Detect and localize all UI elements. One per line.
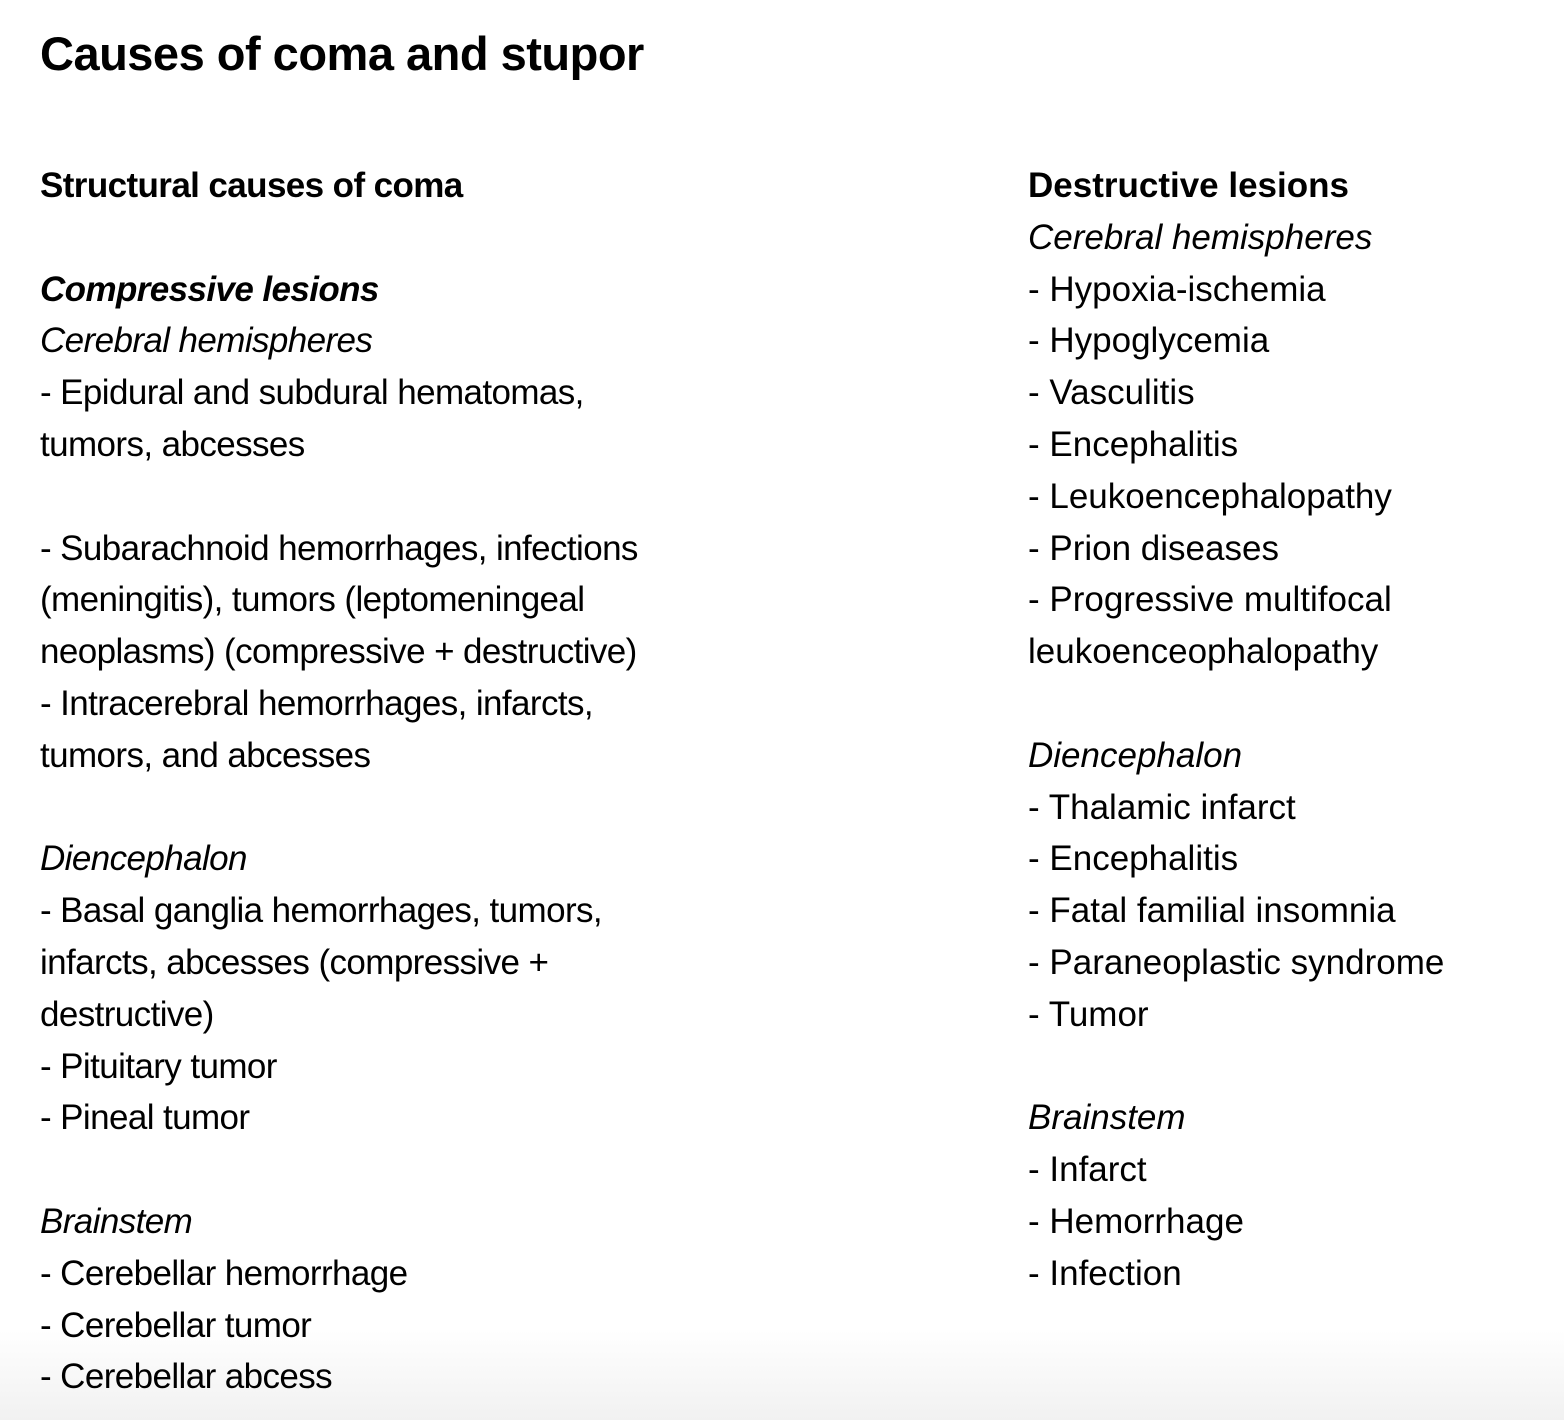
list-item xyxy=(1028,1144,1548,1196)
section-label: Cerebral hemispheres xyxy=(1028,217,1373,257)
compressive-lesions-heading: Compressive lesions xyxy=(40,269,379,309)
section-label: Cerebral hemispheres xyxy=(40,321,373,361)
list-item-line: - Pituitary tumor xyxy=(40,1046,277,1086)
destructive-brainstem-section xyxy=(1028,1092,1548,1299)
list-item-line: leukoenceophalopathy xyxy=(1028,632,1379,672)
list-item xyxy=(1028,833,1548,885)
list-item xyxy=(40,1351,760,1403)
list-item xyxy=(1028,989,1548,1041)
list-item-line: - Intracerebral hemorrhages, infarcts, xyxy=(40,683,593,723)
list-item-line: - Encephalitis xyxy=(1028,424,1239,464)
list-item xyxy=(40,678,760,782)
list-item xyxy=(1028,315,1548,367)
list-item-line: - Cerebellar abcess xyxy=(40,1357,333,1397)
list-item xyxy=(1028,367,1548,419)
compressive-diencephalon-section xyxy=(40,833,760,1144)
page-title: Causes of coma and stupor xyxy=(40,27,644,80)
list-item-line: - Thalamic infarct xyxy=(1028,787,1296,827)
list-item xyxy=(1028,885,1548,937)
list-item xyxy=(40,1041,760,1093)
list-item xyxy=(1028,523,1548,575)
compressive-cerebral-hemispheres-section xyxy=(40,315,760,781)
list-item-line: destructive) xyxy=(40,994,214,1034)
list-item-line: - Infection xyxy=(1028,1253,1182,1293)
list-item-line: - Basal ganglia hemorrhages, tumors, xyxy=(40,891,603,931)
spacer xyxy=(40,212,760,264)
section-label: Brainstem xyxy=(40,1201,193,1241)
list-item-line: - Fatal familial insomnia xyxy=(1028,891,1396,931)
list-item-line: - Progressive multifocal xyxy=(1028,580,1392,620)
spacer xyxy=(1028,678,1548,730)
destructive-diencephalon-section xyxy=(1028,730,1548,1041)
list-item xyxy=(1028,1248,1548,1300)
list-item-line: - Cerebellar tumor xyxy=(40,1305,312,1345)
list-item-line: - Hemorrhage xyxy=(1028,1201,1244,1241)
list-item-line: tumors, and abcesses xyxy=(40,735,371,775)
list-item xyxy=(1028,937,1548,989)
list-item-line: - Epidural and subdural hematomas, xyxy=(40,373,584,413)
section-label: Diencephalon xyxy=(40,839,247,879)
list-item xyxy=(1028,782,1548,834)
list-item-line: tumors, abcesses xyxy=(40,424,305,464)
list-item-line: - Subarachnoid hemorrhages, infections xyxy=(40,528,638,568)
list-item xyxy=(40,367,760,471)
list-item-line: - Paraneoplastic syndrome xyxy=(1028,942,1445,982)
spacer xyxy=(40,782,760,834)
list-item-line: infarcts, abcesses (compressive + xyxy=(40,942,549,982)
list-item xyxy=(1028,419,1548,471)
list-item xyxy=(40,1092,760,1144)
list-item-line: (meningitis), tumors (leptomeningeal xyxy=(40,580,585,620)
list-item xyxy=(1028,1196,1548,1248)
destructive-lesions-heading: Destructive lesions xyxy=(1028,166,1349,205)
list-item xyxy=(40,1300,760,1352)
list-item-line: neoplasms) (compressive + destructive) xyxy=(40,632,637,672)
destructive-cerebral-hemispheres-section xyxy=(1028,212,1548,678)
section-label: Brainstem xyxy=(1028,1098,1186,1138)
list-item-line: - Encephalitis xyxy=(1028,839,1239,879)
list-item-line: - Pineal tumor xyxy=(40,1098,250,1138)
compressive-brainstem-section xyxy=(40,1196,760,1403)
list-item xyxy=(1028,264,1548,316)
spacer xyxy=(40,1144,760,1196)
spacer xyxy=(40,471,760,523)
list-item-line: - Tumor xyxy=(1028,994,1149,1034)
spacer xyxy=(1028,1041,1548,1093)
list-item-line: - Hypoxia-ischemia xyxy=(1028,269,1326,309)
list-item-line: - Hypoglycemia xyxy=(1028,321,1270,361)
list-item-line: - Cerebellar hemorrhage xyxy=(40,1253,408,1293)
section-label: Diencephalon xyxy=(1028,735,1243,775)
list-item-line: - Infarct xyxy=(1028,1150,1147,1190)
list-item xyxy=(40,885,760,1040)
destructive-lesions-column xyxy=(1028,160,1548,1300)
list-item xyxy=(1028,471,1548,523)
list-item xyxy=(40,523,760,678)
list-item xyxy=(1028,574,1548,678)
list-item xyxy=(40,1248,760,1300)
list-item-line: - Leukoencephalopathy xyxy=(1028,476,1392,516)
structural-causes-column xyxy=(40,160,760,1403)
list-item-line: - Vasculitis xyxy=(1028,373,1195,413)
list-item-line: - Prion diseases xyxy=(1028,528,1279,568)
structural-causes-heading: Structural causes of coma xyxy=(40,166,463,205)
